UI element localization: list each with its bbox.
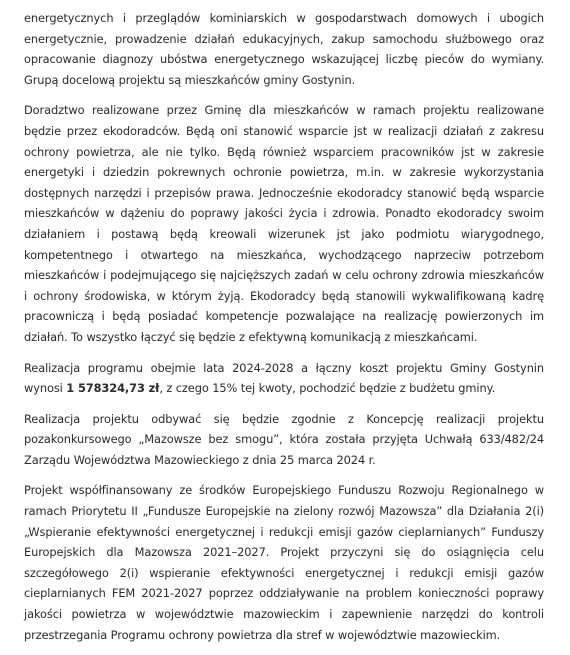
cost-text-before: Realizacja programu obejmie lata 2024-2028 a łączny koszt projektu Gminy Gostynin wynosi	[24, 360, 544, 396]
paragraph-eco-advisors: Doradztwo realizowane przez Gminę dla mieszkańców w ramach projektu realizowane będzie przez ekodoradców. Będą oni stanowić wsparcie jst w realizacji działań z zakresu ochrony powietrza, ale nie tylko. Będą również wsparciem pracowników jst w zakresie energetyki i dziedzin pokrewnych ochronie powietrza, m.in. w zakresie wykorzystania dostępnych narzędzi i przepisów prawa. Jednocześnie ekodoradcy stanowić będą wsparcie mieszkańców w dążeniu do poprawy jakości życia i zdrowia. Ponadto ekodoradcy swoim działaniem i postawą będą kreowali wizerunek jst jako podmiotu wiarygodnego, kompetentnego i otwartego na mieszkańca, wychodzącego naprzeciw potrzebom mieszkańców i podejmującego się najcięższych zadań w celu ochrony zdrowia mieszkańców i ochrony środowiska, w którym żyją. Ekodoradcy będą stanowili wykwalifikowaną kadrę pracowniczą i będą posiadać kompetencje pozwalające na realizację powierzonych im działań. To wszystko łączyć się będzie z efektywną komunikacją z mieszkańcami.	[24, 103, 544, 344]
cost-amount: 1 578324,73 zł	[66, 381, 160, 396]
document-body	[24, 8, 544, 655]
cost-text-after: , z czego 15% tej kwoty, pochodzić będzie z budżetu gminy.	[159, 381, 496, 396]
paragraph-project-cost	[24, 358, 544, 399]
paragraph-project-scope: energetycznych i przeglądów kominiarskich w gospodarstwach domowych i ubogich energetycznie, prowadzenie działań edukacyjnych, zakup samochodu służbowego oraz opracowanie diagnozy ubóstwa energetycznego wskazującej liczbę pieców do wymiany. Grupą docelową projektu są mieszkańców gminy Gostynin.	[24, 11, 544, 87]
paragraph-concept-resolution: Realizacja projektu odbywać się będzie zgodnie z Koncepcję realizacji projektu pozakonkursowego „Mazowsze bez smogu”, która została przyjęta Uchwałą 633/482/24 Zarządu Województwa Mazowieckiego z dnia 25 marca 2024 r.	[24, 411, 544, 467]
paragraph-cofinancing: Projekt współfinansowany ze środków Europejskiego Funduszu Rozwoju Regionalnego w ramach Priorytetu II „Fundusze Europejskie na zielony rozwój Mazowsza” dla Działania 2(i) „Wspieranie efektywności energetycznej i redukcji emisji gazów cieplarnianych” Funduszy Europejskich dla Mazowsza 2021–2027. Projekt przyczyni się do osiągnięcia celu szczegółowego 2(i) wspieranie efektywności energetycznej i redukcji emisji gazów cieplarnianych FEM 2021-2027 poprzez oddziaływanie na problem konieczności poprawy jakości powietrza w województwie mazowieckim i zapewnienie narzędzi do kontroli przestrzegania Programu ochrony powietrza dla stref w województwie mazowieckim.	[24, 483, 544, 642]
